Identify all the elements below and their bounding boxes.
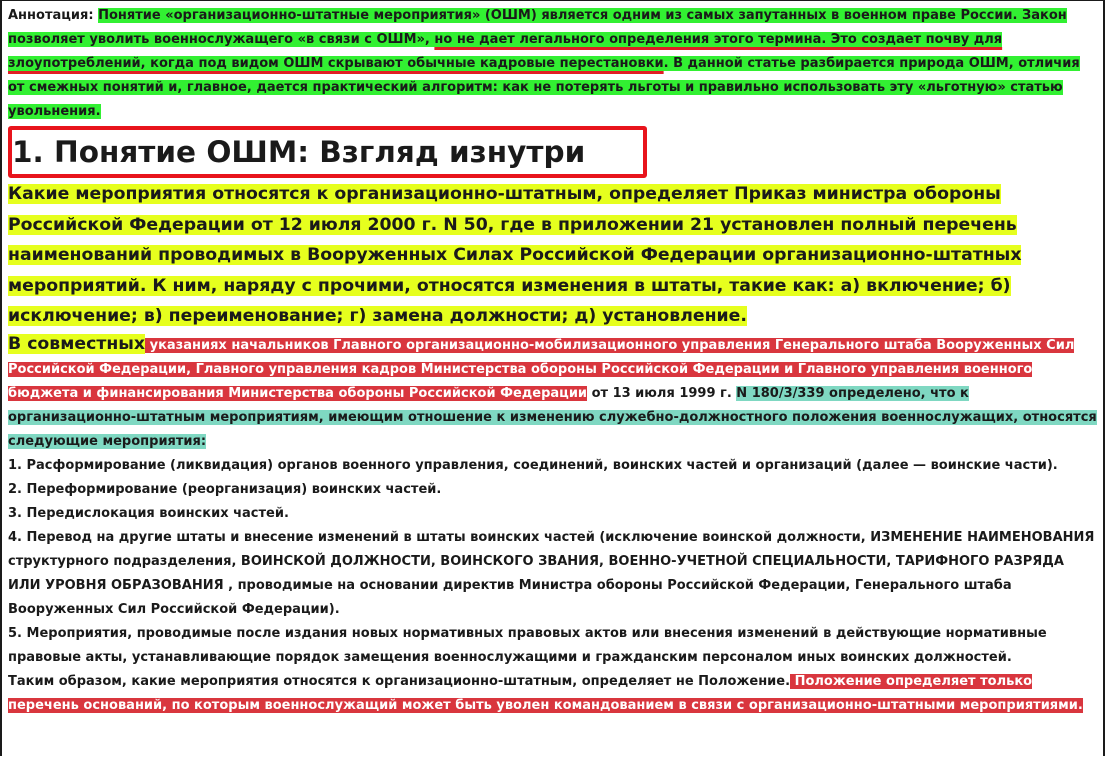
joint-instructions-paragraph (8, 332, 1097, 454)
annotation-text-3: . В данной статье разбирается природа ОШМ, отличия от смежных понятий и, главное, дается практический алгоритм: как не потерять льготы и правильно использовать эту «льготную» статью увольнения. (8, 56, 1080, 119)
document-page (2, 1, 1103, 718)
annotation-underlined-text: но не дает легального определения этого термина. Это создает почву для злоупотреблений, когда под видом ОШМ скрывают обычные кадровые перестановки (8, 32, 1003, 71)
list-item: 4. Перевод на другие штаты и внесение изменений в штаты воинских частей (исключение воинской должности, ИЗМЕНЕНИЕ НАИМЕНОВАНИЯ структурного подразделения, ВОИНСКОЙ ДОЛЖНОСТИ, ВОИНСКОГО ЗВАНИЯ, ВОЕННО-УЧЕТНОЙ СПЕЦИАЛЬНОСТИ, ТАРИФНОГО РАЗРЯДА ИЛИ УРОВНЯ ОБРАЗОВАНИЯ , проводимые на основании директив Министра обороны Российской Федерации, Генерального штаба Вооруженных Сил Российской Федерации). (8, 529, 1095, 617)
joint-lead-text: В совместных (8, 333, 146, 354)
joint-red-text: указаниях начальников Главного организационно-мобилизационного управления Генерального штаба Вооруженных Сил Российской Федерации, Главного управления кадров Министерства обороны Российской Федерации и Главного управления военного бюджета и финансирования Министерства обороны Российской Федерации (8, 337, 1075, 401)
annotation-label: Аннотация: (8, 8, 94, 23)
annotation-text-1: Понятие «организационно-штатные мероприятия» (ОШМ) является одним из самых запутанных в военном праве России. Закон позволяет уволить военнослужащего «в связи с ОШМ», (8, 8, 1067, 47)
list-item: 5. Мероприятия, проводимые после издания новых нормативных правовых актов или внесения изменений в действующие нормативные правовые акты, устанавливающие порядок замещения военнослужащими и гражданским персоналом иных воинских должностей. (8, 625, 1047, 665)
intro-paragraph (8, 179, 1097, 332)
conclusion-red-text: Положение определяет только перечень оснований, по которым военнослужащий может быть уволен командованием в связи с организационно-штатными мероприятиями. (8, 673, 1083, 713)
conclusion-text: Таким образом, какие мероприятия относятся к организационно-штатным, определяет не Положение. (8, 673, 791, 689)
joint-teal-text: N 180/3/339 определено, что к организационно-штатным мероприятиям, имеющим отношение к изменению служебно-должностного положения военнослужащих, относятся следующие мероприятия: (8, 385, 1097, 449)
section-heading: 1. Понятие ОШМ: Взгляд изнутри (8, 126, 647, 178)
joint-date-text: от 13 июля 1999 г. (587, 385, 737, 401)
conclusion-paragraph (8, 670, 1097, 718)
list-item: 2. Переформирование (реорганизация) воинских частей. (8, 481, 442, 497)
section-heading-wrapper (8, 126, 1097, 178)
intro-text: Какие мероприятия относятся к организационно-штатным, определяет Приказ министра обороны Российской Федерации от 12 июля 2000 г. N 50, где в приложении 21 установлен полный перечень наименований проводимых в Вооруженных Силах Российской Федерации организационно-штатных мероприятий. К ним, наряду с прочими, относятся изменения в штаты, такие как: а) включение; б) исключение; в) переименование; г) замена должности; д) установление. (8, 184, 1022, 326)
annotation-paragraph (8, 4, 1097, 124)
list-item: 1. Расформирование (ликвидация) органов военного управления, соединений, воинских частей и организаций (далее — воинские части). (8, 457, 1058, 473)
list-item: 3. Передислокация воинских частей. (8, 505, 289, 521)
